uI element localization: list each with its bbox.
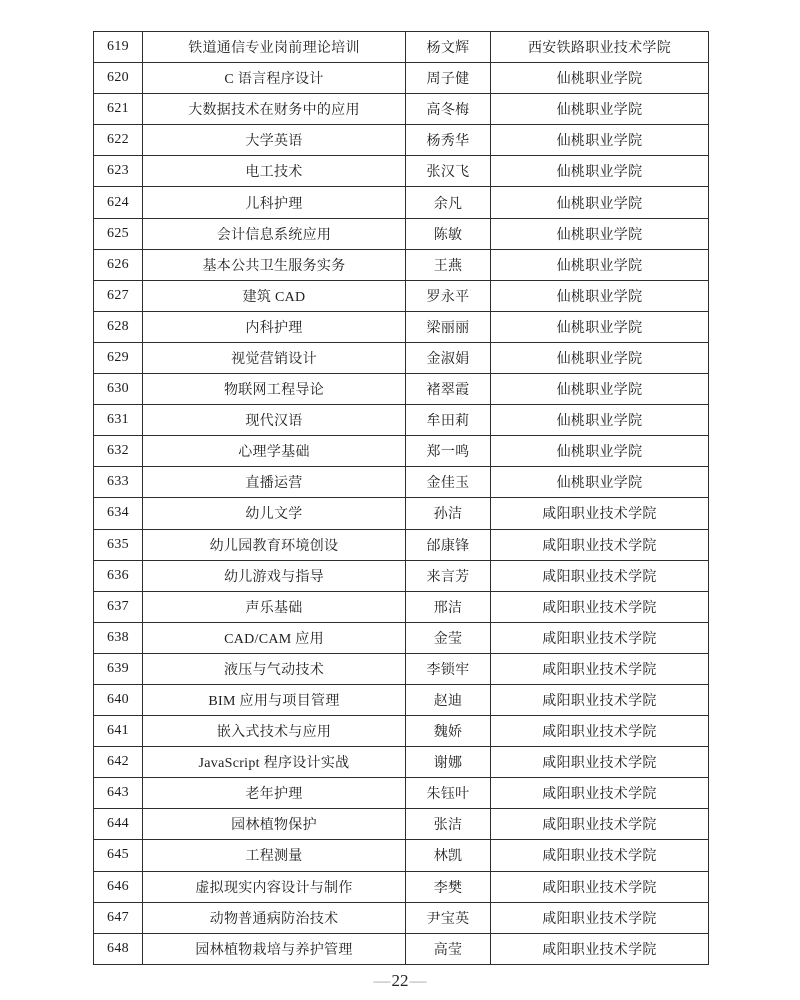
table-row: [94, 311, 709, 342]
teacher-name: 牟田莉: [406, 405, 491, 436]
row-number: 647: [94, 902, 143, 933]
row-number: 619: [94, 32, 143, 63]
school-name: 仙桃职业学院: [491, 63, 709, 94]
school-name: 仙桃职业学院: [491, 249, 709, 280]
school-name: 仙桃职业学院: [491, 187, 709, 218]
course-name: 老年护理: [143, 778, 406, 809]
table-row: [94, 436, 709, 467]
school-name: 咸阳职业技术学院: [491, 529, 709, 560]
row-number: 632: [94, 436, 143, 467]
table-row: [94, 32, 709, 63]
school-name: 咸阳职业技术学院: [491, 933, 709, 964]
course-name: 嵌入式技术与应用: [143, 716, 406, 747]
table-row: [94, 249, 709, 280]
course-name: 幼儿游戏与指导: [143, 560, 406, 591]
row-number: 642: [94, 747, 143, 778]
course-name: 建筑 CAD: [143, 280, 406, 311]
teacher-name: 王燕: [406, 249, 491, 280]
row-number: 621: [94, 94, 143, 125]
course-name: 幼儿文学: [143, 498, 406, 529]
row-number: 623: [94, 156, 143, 187]
teacher-name: 张汉飞: [406, 156, 491, 187]
table-row: [94, 591, 709, 622]
table-row: [94, 342, 709, 373]
teacher-name: 周子健: [406, 63, 491, 94]
teacher-name: 余凡: [406, 187, 491, 218]
teacher-name: 张洁: [406, 809, 491, 840]
row-number: 643: [94, 778, 143, 809]
course-name: CAD/CAM 应用: [143, 622, 406, 653]
footer-dash-left: —: [373, 971, 391, 990]
course-name: 声乐基础: [143, 591, 406, 622]
school-name: 咸阳职业技术学院: [491, 809, 709, 840]
teacher-name: 尹宝英: [406, 902, 491, 933]
school-name: 仙桃职业学院: [491, 94, 709, 125]
row-number: 639: [94, 653, 143, 684]
course-name: 电工技术: [143, 156, 406, 187]
course-name: 大学英语: [143, 125, 406, 156]
teacher-name: 罗永平: [406, 280, 491, 311]
course-name: 内科护理: [143, 311, 406, 342]
table-row: [94, 125, 709, 156]
teacher-name: 杨文辉: [406, 32, 491, 63]
course-name: 视觉营销设计: [143, 342, 406, 373]
teacher-name: 孙洁: [406, 498, 491, 529]
course-name: 基本公共卫生服务实务: [143, 249, 406, 280]
school-name: 咸阳职业技术学院: [491, 747, 709, 778]
row-number: 620: [94, 63, 143, 94]
row-number: 636: [94, 560, 143, 591]
table-row: [94, 902, 709, 933]
teacher-name: 谢娜: [406, 747, 491, 778]
teacher-name: 金淑娟: [406, 342, 491, 373]
school-name: 咸阳职业技术学院: [491, 560, 709, 591]
table-row: [94, 684, 709, 715]
table-row: [94, 498, 709, 529]
row-number: 625: [94, 218, 143, 249]
school-name: 仙桃职业学院: [491, 311, 709, 342]
course-name: BIM 应用与项目管理: [143, 684, 406, 715]
row-number: 626: [94, 249, 143, 280]
course-name: 大数据技术在财务中的应用: [143, 94, 406, 125]
course-table-body: [94, 32, 709, 965]
teacher-name: 高莹: [406, 933, 491, 964]
school-name: 仙桃职业学院: [491, 125, 709, 156]
row-number: 622: [94, 125, 143, 156]
school-name: 仙桃职业学院: [491, 342, 709, 373]
row-number: 645: [94, 840, 143, 871]
teacher-name: 高冬梅: [406, 94, 491, 125]
teacher-name: 来言芳: [406, 560, 491, 591]
row-number: 628: [94, 311, 143, 342]
school-name: 仙桃职业学院: [491, 467, 709, 498]
table-row: [94, 218, 709, 249]
page-number: 22: [391, 971, 409, 990]
teacher-name: 邰康锋: [406, 529, 491, 560]
table-row: [94, 933, 709, 964]
row-number: 641: [94, 716, 143, 747]
row-number: 629: [94, 342, 143, 373]
table-row: [94, 280, 709, 311]
table-row: [94, 622, 709, 653]
school-name: 仙桃职业学院: [491, 156, 709, 187]
course-name: 直播运营: [143, 467, 406, 498]
school-name: 咸阳职业技术学院: [491, 498, 709, 529]
teacher-name: 朱钰叶: [406, 778, 491, 809]
page-footer: [0, 968, 800, 994]
course-name: 儿科护理: [143, 187, 406, 218]
school-name: 咸阳职业技术学院: [491, 716, 709, 747]
school-name: 咸阳职业技术学院: [491, 902, 709, 933]
teacher-name: 李樊: [406, 871, 491, 902]
course-name: 幼儿园教育环境创设: [143, 529, 406, 560]
course-table: [93, 31, 709, 965]
school-name: 仙桃职业学院: [491, 280, 709, 311]
school-name: 咸阳职业技术学院: [491, 653, 709, 684]
table-row: [94, 560, 709, 591]
teacher-name: 李锁牢: [406, 653, 491, 684]
course-name: C 语言程序设计: [143, 63, 406, 94]
school-name: 西安铁路职业技术学院: [491, 32, 709, 63]
course-name: 园林植物保护: [143, 809, 406, 840]
table-row: [94, 467, 709, 498]
school-name: 咸阳职业技术学院: [491, 591, 709, 622]
school-name: 仙桃职业学院: [491, 218, 709, 249]
row-number: 633: [94, 467, 143, 498]
row-number: 640: [94, 684, 143, 715]
row-number: 648: [94, 933, 143, 964]
course-name: 铁道通信专业岗前理论培训: [143, 32, 406, 63]
school-name: 咸阳职业技术学院: [491, 871, 709, 902]
table-row: [94, 840, 709, 871]
teacher-name: 金佳玉: [406, 467, 491, 498]
school-name: 仙桃职业学院: [491, 374, 709, 405]
table-row: [94, 405, 709, 436]
table-row: [94, 716, 709, 747]
school-name: 咸阳职业技术学院: [491, 778, 709, 809]
teacher-name: 赵迪: [406, 684, 491, 715]
course-name: 心理学基础: [143, 436, 406, 467]
school-name: 咸阳职业技术学院: [491, 622, 709, 653]
school-name: 仙桃职业学院: [491, 436, 709, 467]
table-row: [94, 156, 709, 187]
row-number: 630: [94, 374, 143, 405]
teacher-name: 褚翠霞: [406, 374, 491, 405]
row-number: 638: [94, 622, 143, 653]
course-name: 园林植物栽培与养护管理: [143, 933, 406, 964]
row-number: 634: [94, 498, 143, 529]
teacher-name: 金莹: [406, 622, 491, 653]
table-row: [94, 809, 709, 840]
teacher-name: 陈敏: [406, 218, 491, 249]
table-row: [94, 63, 709, 94]
school-name: 咸阳职业技术学院: [491, 684, 709, 715]
row-number: 624: [94, 187, 143, 218]
row-number: 644: [94, 809, 143, 840]
teacher-name: 魏娇: [406, 716, 491, 747]
table-row: [94, 529, 709, 560]
footer-dash-right: —: [409, 971, 427, 990]
row-number: 627: [94, 280, 143, 311]
table-row: [94, 187, 709, 218]
course-name: 工程测量: [143, 840, 406, 871]
row-number: 631: [94, 405, 143, 436]
row-number: 637: [94, 591, 143, 622]
row-number: 646: [94, 871, 143, 902]
table-row: [94, 871, 709, 902]
course-name: JavaScript 程序设计实战: [143, 747, 406, 778]
course-name: 物联网工程导论: [143, 374, 406, 405]
teacher-name: 郑一鸣: [406, 436, 491, 467]
table-row: [94, 653, 709, 684]
table-row: [94, 94, 709, 125]
table-row: [94, 374, 709, 405]
course-name: 现代汉语: [143, 405, 406, 436]
teacher-name: 邢洁: [406, 591, 491, 622]
school-name: 仙桃职业学院: [491, 405, 709, 436]
course-name: 会计信息系统应用: [143, 218, 406, 249]
course-name: 虚拟现实内容设计与制作: [143, 871, 406, 902]
course-name: 动物普通病防治技术: [143, 902, 406, 933]
table-row: [94, 778, 709, 809]
course-name: 液压与气动技术: [143, 653, 406, 684]
row-number: 635: [94, 529, 143, 560]
teacher-name: 杨秀华: [406, 125, 491, 156]
teacher-name: 梁丽丽: [406, 311, 491, 342]
school-name: 咸阳职业技术学院: [491, 840, 709, 871]
table-row: [94, 747, 709, 778]
teacher-name: 林凯: [406, 840, 491, 871]
